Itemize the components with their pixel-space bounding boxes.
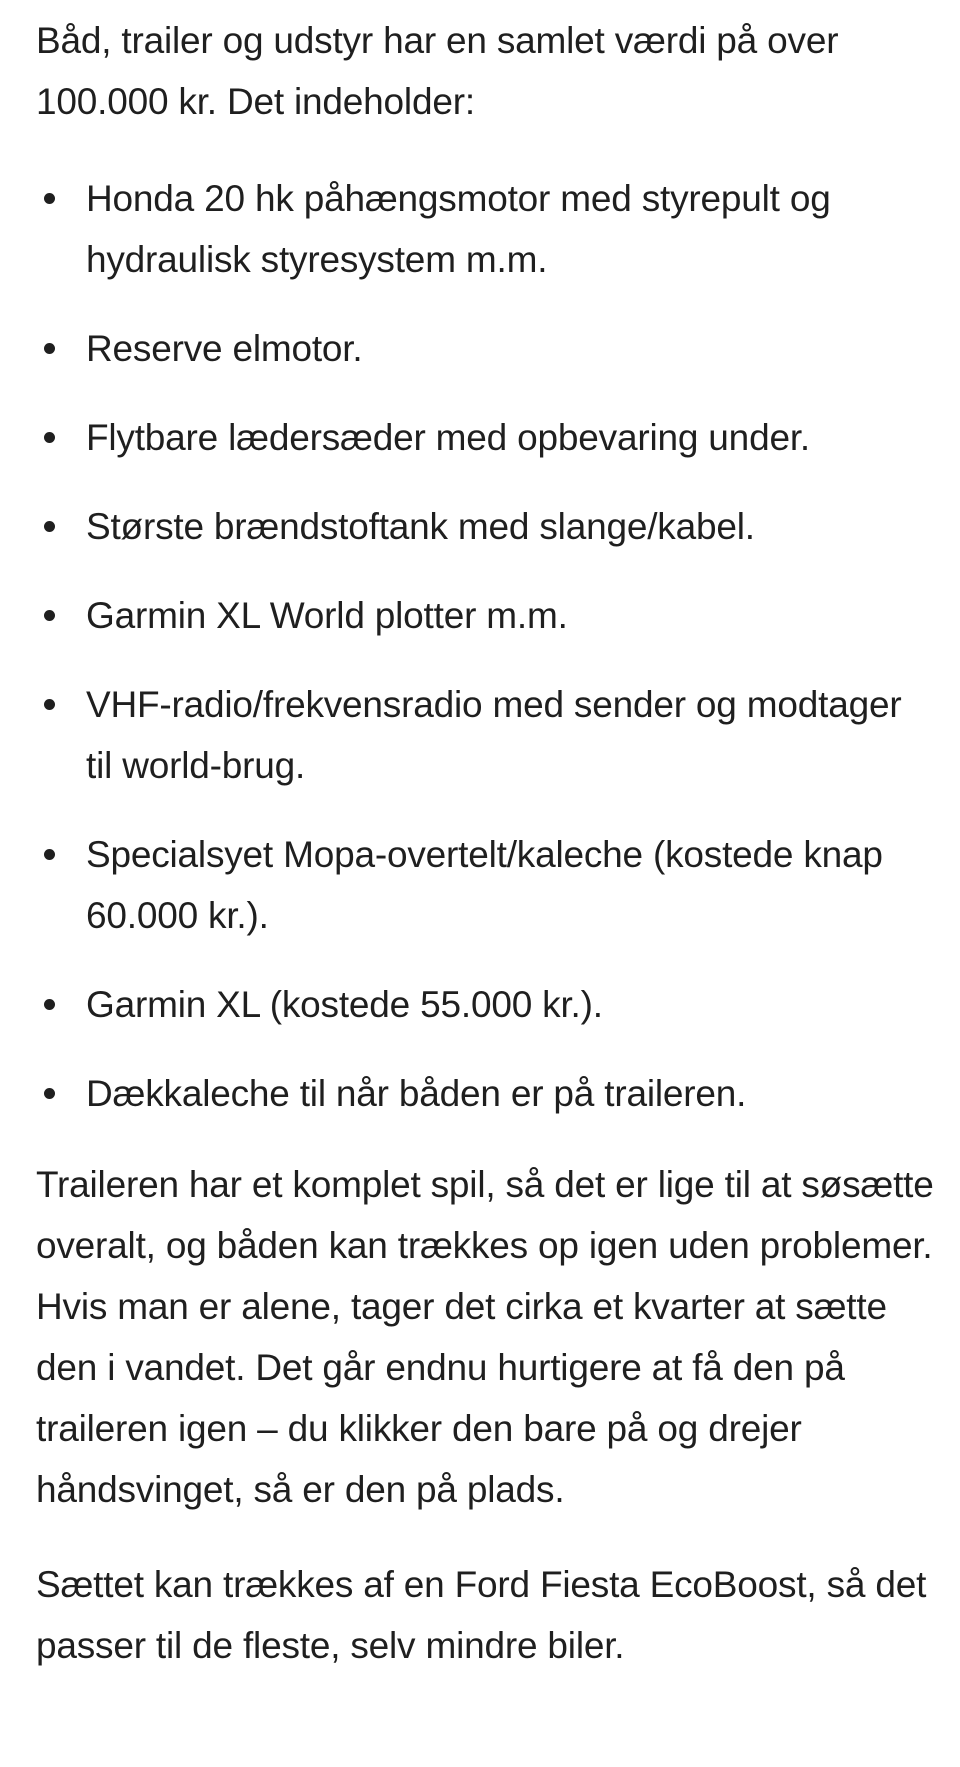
list-item [36, 674, 936, 796]
bullet-icon [44, 999, 55, 1010]
list-item [36, 974, 936, 1035]
list-item-text: Flytbare lædersæder med opbevaring under. [86, 417, 810, 458]
bullet-icon [44, 343, 55, 354]
list-item [36, 168, 936, 290]
equipment-list [36, 168, 936, 1124]
article-body [36, 10, 936, 1676]
list-item-text: Honda 20 hk påhængsmotor med styrepult og hydraulisk styresystem m.m. [86, 178, 831, 280]
list-item [36, 585, 936, 646]
list-item [36, 496, 936, 557]
list-item-text: Største brændstoftank med slange/kabel. [86, 506, 755, 547]
bullet-icon [44, 1088, 55, 1099]
towing-paragraph: Sættet kan trækkes af en Ford Fiesta EcoBoost, så det passer til de fleste, selv mindre biler. [36, 1564, 927, 1666]
bullet-icon [44, 849, 55, 860]
list-item-text: Specialsyet Mopa-overtelt/kaleche (kostede knap 60.000 kr.). [86, 834, 883, 936]
list-item [36, 318, 936, 379]
list-item-text: Garmin XL World plotter m.m. [86, 595, 568, 636]
trailer-paragraph: Traileren har et komplet spil, så det er lige til at søsætte overalt, og båden kan trækkes op igen uden problemer. Hvis man er alene, tager det cirka et kvarter at sætte den i vandet. Det går endnu hurtigere at få den på traileren igen – du klikker den bare på og drejer håndsvinget, så er den på plads. [36, 1164, 934, 1510]
list-item [36, 407, 936, 468]
bullet-icon [44, 432, 55, 443]
list-item-text: Reserve elmotor. [86, 328, 363, 369]
list-item [36, 824, 936, 946]
bullet-icon [44, 193, 55, 204]
bullet-icon [44, 699, 55, 710]
list-item-text: Dækkaleche til når båden er på traileren. [86, 1073, 747, 1114]
list-item-text: Garmin XL (kostede 55.000 kr.). [86, 984, 603, 1025]
bullet-icon [44, 521, 55, 532]
list-item [36, 1063, 936, 1124]
list-item-text: VHF-radio/frekvensradio med sender og modtager til world-brug. [86, 684, 902, 786]
bullet-icon [44, 610, 55, 621]
intro-paragraph: Båd, trailer og udstyr har en samlet værdi på over 100.000 kr. Det indeholder: [36, 20, 839, 122]
